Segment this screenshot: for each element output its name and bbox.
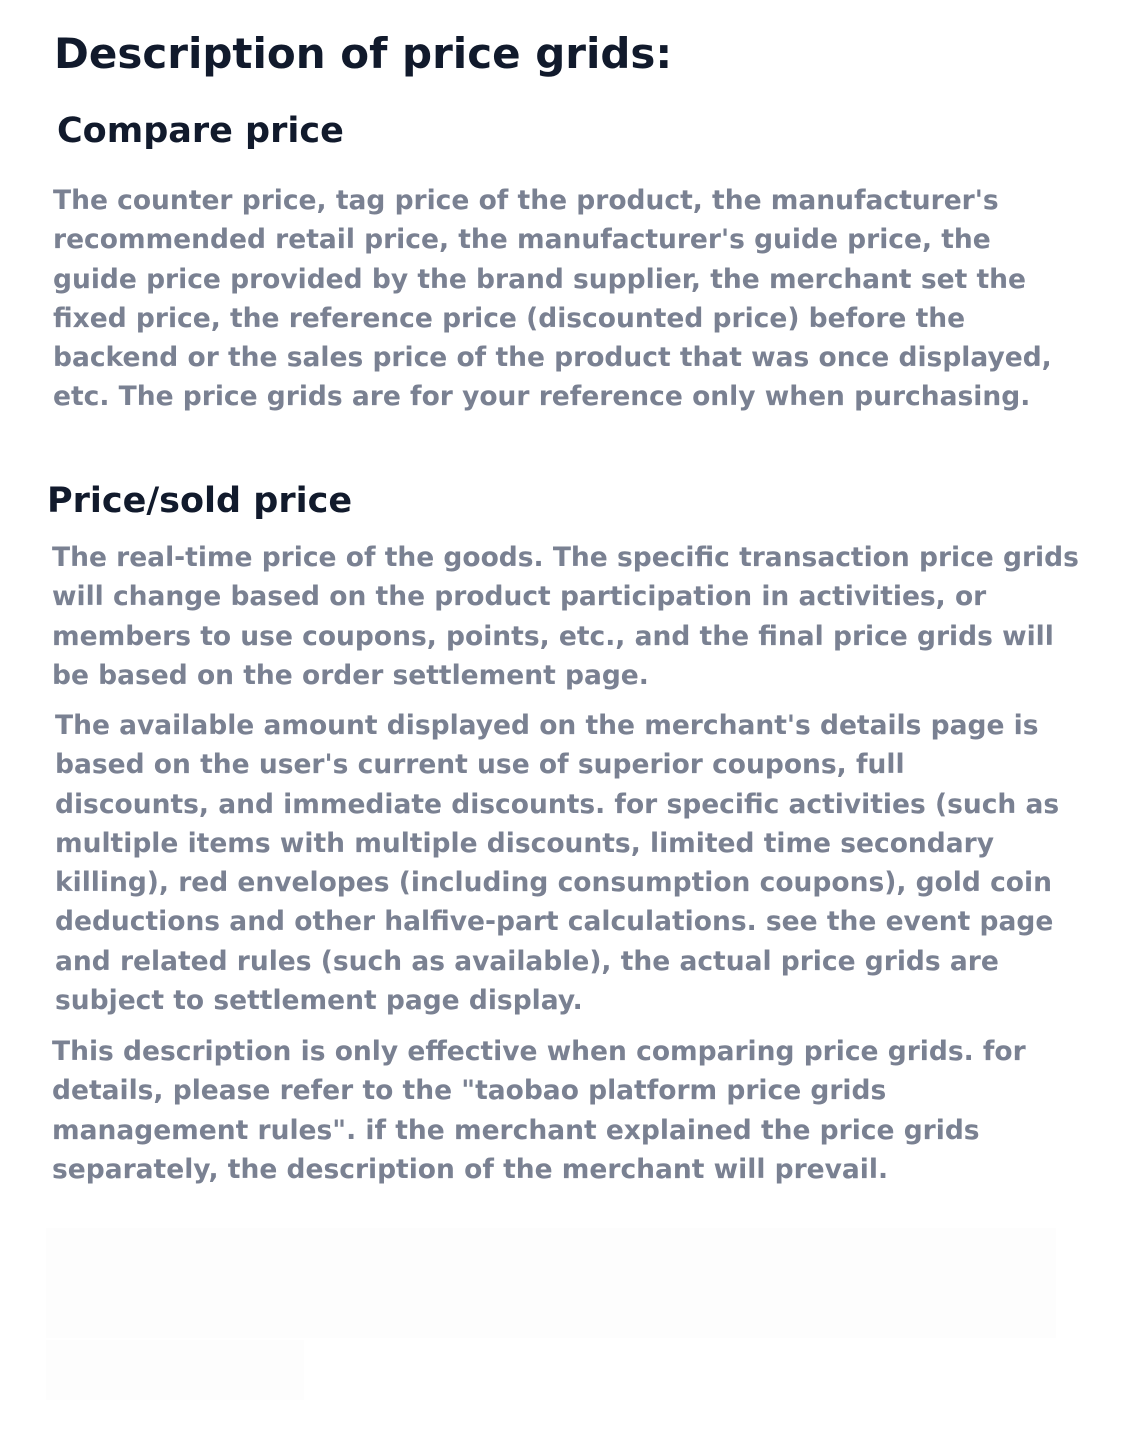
effectiveness-note: This description is only effective when comparing price grids. for details, please refer to the "taobao platform price grids management rules". if the merchant explained the price grids separately, the description of the merchant will prevail. [52, 1036, 1026, 1185]
background-block-upper [46, 1228, 1056, 1338]
background-block-lower [46, 1340, 304, 1400]
sold-price-heading: Price/sold price [47, 481, 353, 521]
page-title: Description of price grids: [54, 29, 673, 78]
available-amount-description: The available amount displayed on the merchant's details page is based on the user's current use of superior coupons, full discounts, and immediate discounts. for specific activities (such as multiple items with multiple discounts, limited time secondary killing), red envelopes (including consumption coupons), gold coin deductions and other halfive-part calculations. see the event page and related rules (such as available), the actual price grids are subject to settlement page display. [55, 710, 1060, 1017]
sold-price-description: The real-time price of the goods. The specific transaction price grids will change based on the product participation in activities, or members to use coupons, points, etc., and the final price grids will be based on the order settlement page. [52, 542, 1079, 691]
compare-price-description: The counter price, tag price of the product, the manufacturer's recommended retail price, the manufacturer's guide price, the guide price provided by the brand supplier, the merchant set the fixed price, the reference price (discounted price) before the backend or the sales price of the product that was once displayed, etc. The price grids are for your reference only when purchasing. [53, 185, 1052, 413]
compare-price-heading: Compare price [57, 111, 344, 151]
